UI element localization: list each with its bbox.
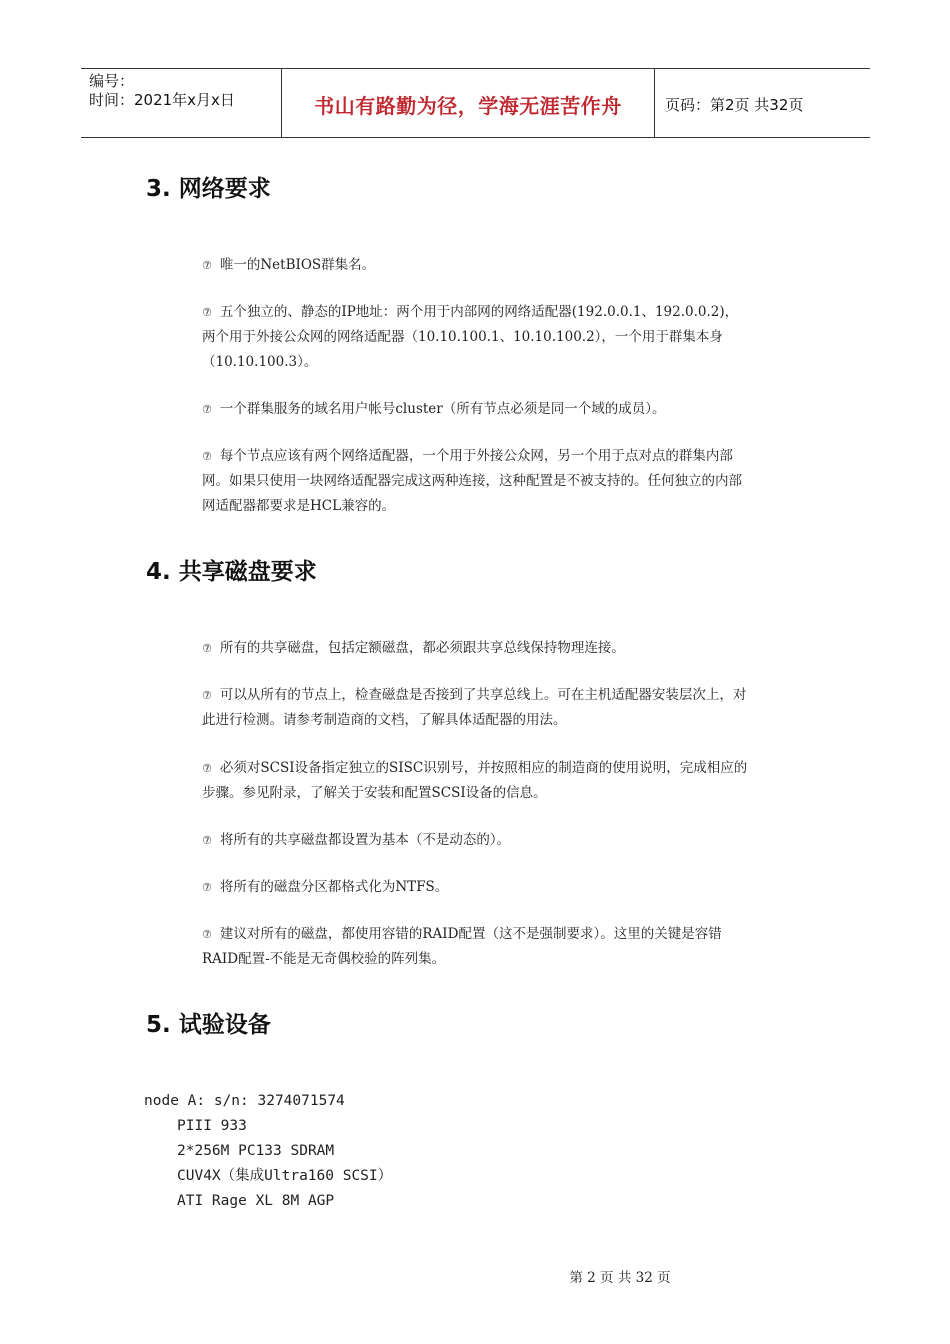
header-meta	[81, 69, 282, 137]
equipment-line: CUV4X（集成Ultra160 SCSI）	[177, 1168, 393, 1184]
bullet-icon: ⑦	[202, 450, 212, 463]
section-5-title: 5. 试验设备	[146, 1012, 271, 1038]
bullet-item: ⑦ 将所有的共享磁盘都设置为基本（不是动态的）。	[202, 832, 511, 848]
header-page-info: 页码：第2页 共32页	[665, 95, 804, 114]
page-footer: 第 2 页 共 32 页	[569, 1270, 671, 1286]
section-4-title: 4. 共享磁盘要求	[146, 559, 317, 585]
bullet-item: ⑦ 建议对所有的磁盘，都使用容错的RAID配置（这不是强制要求）。这里的关键是容错RAID配置-不能是无奇偶校验的阵列集。	[202, 926, 722, 967]
bullet-icon: ⑦	[202, 259, 212, 272]
bullet-item: ⑦ 将所有的磁盘分区都格式化为NTFS。	[202, 879, 449, 895]
bullet-icon: ⑦	[202, 881, 212, 894]
bullet-item: ⑦ 一个群集服务的域名用户帐号cluster（所有节点必须是同一个域的成员）。	[202, 401, 666, 417]
bullet-icon: ⑦	[202, 306, 212, 319]
bullet-item: ⑦ 必须对SCSI设备指定独立的SISC识别号，并按照相应的制造商的使用说明，完成相应的步骤。参见附录，了解关于安装和配置SCSI设备的信息。	[202, 760, 748, 801]
page-header	[81, 68, 870, 138]
bullet-item: ⑦ 五个独立的、静态的IP地址：两个用于内部网的网络适配器(192.0.0.1、192.0.0.2)，两个用于外接公众网的网络适配器（10.10.100.1、10.10.100.2），一个用于群集本身（10.10.100.3）。	[202, 304, 739, 370]
bullet-icon: ⑦	[202, 642, 212, 655]
bullet-icon: ⑦	[202, 403, 212, 416]
doc-number-label: 编号：	[89, 72, 135, 90]
equipment-line: node A: s/n: 3274071574	[144, 1093, 345, 1109]
bullet-icon: ⑦	[202, 834, 212, 847]
doc-time-label: 时间：2021年x月x日	[89, 91, 235, 109]
header-motto: 书山有路勤为径，学海无涯苦作舟	[282, 69, 655, 137]
equipment-line: PIII 933	[177, 1118, 247, 1134]
bullet-item: ⑦ 所有的共享磁盘，包括定额磁盘，都必须跟共享总线保持物理连接。	[202, 640, 625, 656]
bullet-item: ⑦ 可以从所有的节点上，检查磁盘是否接到了共享总线上。可在主机适配器安装层次上，对此进行检测。请参考制造商的文档，了解具体适配器的用法。	[202, 687, 747, 728]
equipment-line: 2*256M PC133 SDRAM	[177, 1143, 335, 1159]
bullet-icon: ⑦	[202, 689, 212, 702]
equipment-line: ATI Rage XL 8M AGP	[177, 1193, 335, 1209]
bullet-item: ⑦ 唯一的NetBIOS群集名。	[202, 257, 376, 273]
bullet-icon: ⑦	[202, 762, 212, 775]
section-3-title: 3. 网络要求	[146, 176, 271, 202]
bullet-icon: ⑦	[202, 928, 212, 941]
bullet-item: ⑦ 每个节点应该有两个网络适配器，一个用于外接公众网，另一个用于点对点的群集内部网。如果只使用一块网络适配器完成这两种连接，这种配置是不被支持的。任何独立的内部网适配器都要求是HCL兼容的。	[202, 448, 742, 514]
